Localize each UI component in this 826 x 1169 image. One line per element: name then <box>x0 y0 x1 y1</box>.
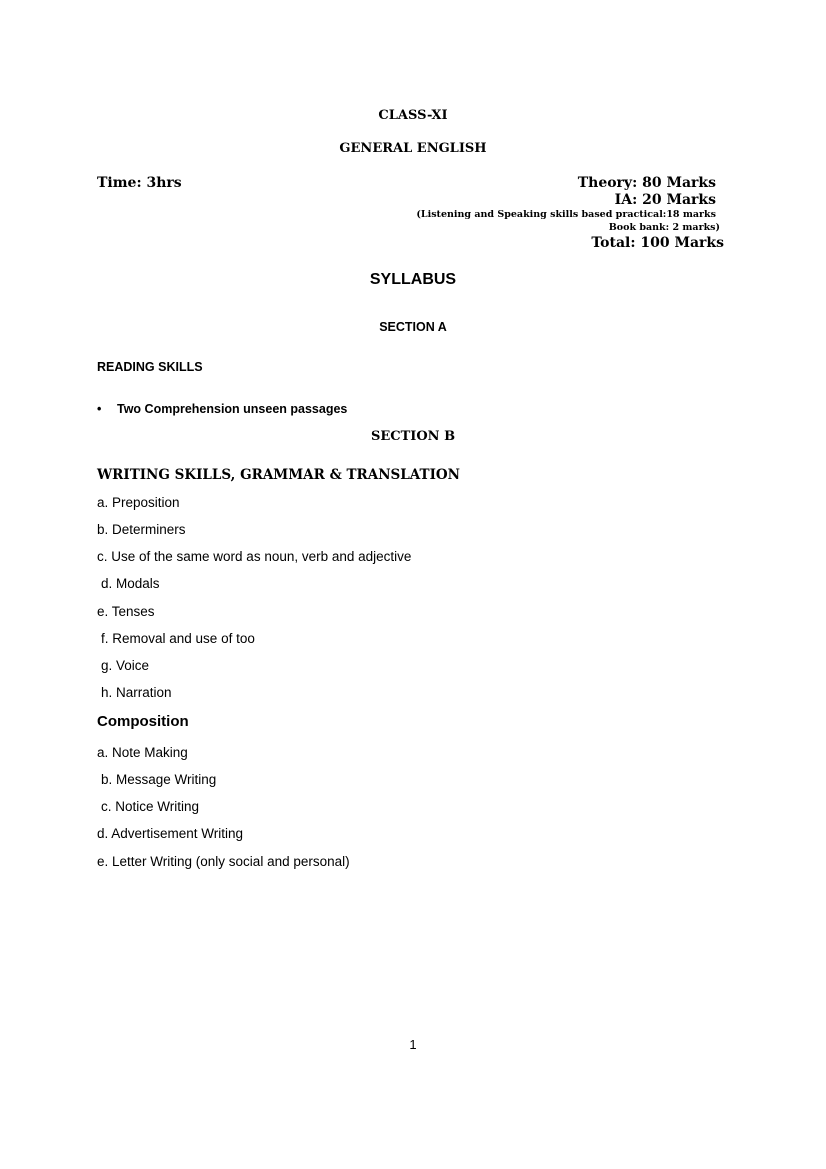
composition-item: d. Advertisement Writing <box>97 826 244 841</box>
writing-skills-heading: WRITING SKILLS, GRAMMAR & TRANSLATION <box>97 467 460 483</box>
section-a-title: SECTION A <box>379 320 447 334</box>
grammar-item: a. Preposition <box>97 495 180 510</box>
bullet-item-text: Two Comprehension unseen passages <box>117 402 348 416</box>
bullet-list-item <box>97 402 347 416</box>
grammar-item: d. Modals <box>101 576 160 591</box>
composition-heading: Composition <box>97 713 189 730</box>
bullet-icon: • <box>97 402 102 416</box>
syllabus-title: SYLLABUS <box>369 271 457 288</box>
class-title: CLASS-XI <box>378 108 448 123</box>
grammar-item: g. Voice <box>101 658 150 673</box>
page-number: 1 <box>409 1037 417 1052</box>
grammar-item: c. Use of the same word as noun, verb and adjective <box>97 549 412 564</box>
ia-marks: IA: 20 Marks <box>614 192 716 208</box>
composition-item: b. Message Writing <box>101 772 217 787</box>
grammar-item: b. Determiners <box>97 522 186 537</box>
composition-item: e. Letter Writing (only social and personal) <box>97 854 350 869</box>
ia-detail-practical: (Listening and Speaking skills based practical:18 marks <box>416 209 716 220</box>
subject-title: GENERAL ENGLISH <box>339 141 487 156</box>
total-marks: Total: 100 Marks <box>591 235 724 251</box>
time-label: Time: 3hrs <box>97 175 182 191</box>
grammar-item: h. Narration <box>101 685 172 700</box>
grammar-item: f. Removal and use of too <box>101 631 255 646</box>
section-b-title: SECTION B <box>370 429 456 444</box>
reading-skills-heading: READING SKILLS <box>97 360 203 374</box>
composition-item: c. Notice Writing <box>101 799 200 814</box>
grammar-item: e. Tenses <box>97 604 155 619</box>
theory-marks: Theory: 80 Marks <box>577 175 716 191</box>
composition-item: a. Note Making <box>97 745 188 760</box>
ia-detail-book-bank: Book bank: 2 marks) <box>608 222 720 233</box>
